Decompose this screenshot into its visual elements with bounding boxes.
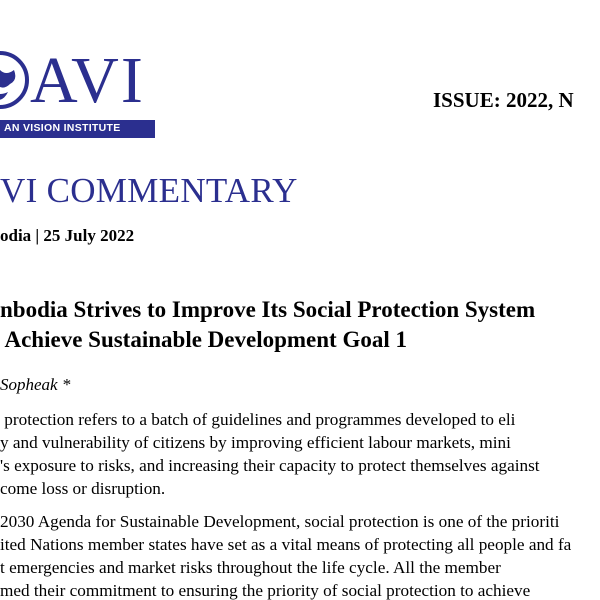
issue-number: ISSUE: 2022, N: [433, 88, 574, 112]
headline-line: nbodia Strives to Improve Its Social Protection System: [0, 297, 536, 322]
paragraph-line: protection refers to a batch of guidelines and programmes developed to eli: [0, 410, 516, 429]
headline-line: Achieve Sustainable Development Goal 1: [0, 327, 407, 352]
paragraph-line: come loss or disruption.: [0, 479, 166, 498]
logo-tagline: AN VISION INSTITUTE: [4, 122, 121, 134]
paragraph-line: t emergencies and market risks throughout the life cycle. All the member: [0, 558, 501, 577]
body-paragraph: [0, 510, 571, 600]
avi-logo: [0, 46, 160, 136]
logo-letters: AVI: [30, 44, 145, 117]
country-date-line: odia | 25 July 2022: [0, 226, 135, 245]
globe-icon: [0, 50, 30, 110]
logo-tagline-bar: [0, 120, 155, 138]
paragraph-line: 's exposure to risks, and increasing their capacity to protect themselves against: [0, 456, 540, 475]
body-paragraph: [0, 408, 540, 500]
paragraph-line: ited Nations member states have set as a vital means of protecting all people and fa: [0, 535, 572, 554]
article-headline: [0, 295, 535, 355]
paragraph-line: 2030 Agenda for Sustainable Development, social protection is one of the prioriti: [0, 512, 560, 531]
paragraph-line: med their commitment to ensuring the priority of social protection to achieve: [0, 581, 531, 600]
series-title: VI COMMENTARY: [0, 171, 298, 210]
paragraph-line: y and vulnerability of citizens by improving efficient labour markets, mini: [0, 433, 511, 452]
author-byline: Sopheak *: [0, 375, 71, 394]
